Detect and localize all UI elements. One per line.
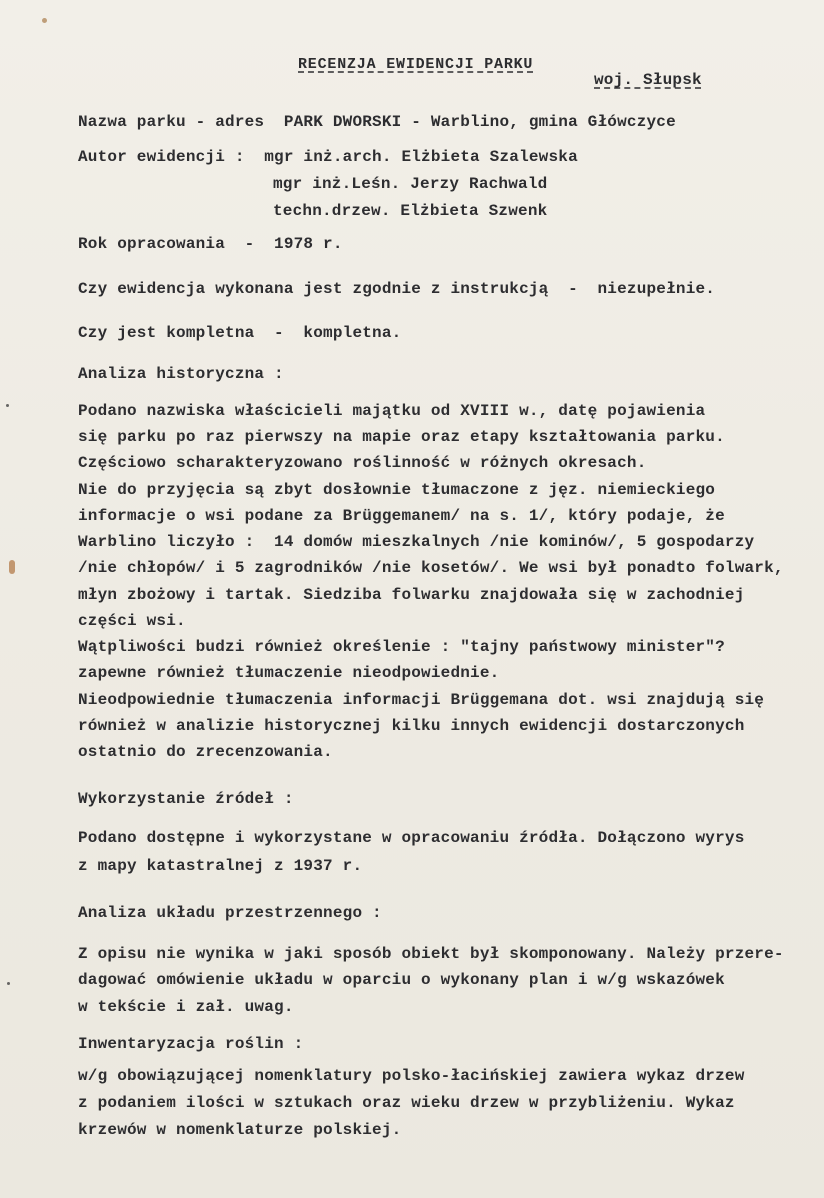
- paper-spot: [42, 18, 47, 23]
- sources-line-1: Podano dostępne i wykorzystane w opracowaniu źródła. Dołączono wyrys: [78, 829, 745, 847]
- historical-line-2: się parku po raz pierwszy na mapie oraz etapy kształtowania parku.: [78, 428, 725, 446]
- instruction-line: Czy ewidencja wykonana jest zgodnie z instrukcją - niezupełnie.: [78, 280, 716, 298]
- plants-line-3: krzewów w nomenklaturze polskiej.: [78, 1121, 402, 1139]
- historical-line-12: Nieodpowiednie tłumaczenia informacji Brüggemana dot. wsi znajdują się: [78, 691, 765, 709]
- plants-heading: Inwentaryzacja roślin :: [78, 1035, 304, 1053]
- park-name-line: Nazwa parku - adres PARK DWORSKI - Warblino, gmina Główczyce: [78, 113, 676, 131]
- historical-line-4: Nie do przyjęcia są zbyt dosłownie tłumaczone z jęz. niemieckiego: [78, 481, 716, 499]
- historical-line-11: zapewne również tłumaczenie nieodpowiednie.: [78, 664, 500, 682]
- review-title: RECENZJA EWIDENCJI PARKU: [298, 56, 534, 73]
- historical-line-8: młyn zbożowy i tartak. Siedziba folwarku znajdowała się w zachodniej: [78, 586, 745, 604]
- spatial-line-1: Z opisu nie wynika w jaki sposób obiekt był skomponowany. Należy przere-: [78, 945, 784, 963]
- sources-heading: Wykorzystanie źródeł :: [78, 790, 294, 808]
- historical-line-13: również w analizie historycznej kilku innych ewidencji dostarczonych: [78, 717, 745, 735]
- historical-heading: Analiza historyczna :: [78, 365, 284, 383]
- author-line-3: techn.drzew. Elżbieta Szwenk: [273, 202, 548, 220]
- spatial-line-3: w tekście i zał. uwag.: [78, 998, 294, 1016]
- complete-line: Czy jest kompletna - kompletna.: [78, 324, 402, 342]
- region-label: woj. Słupsk: [594, 71, 702, 89]
- historical-line-10: Wątpliwości budzi również określenie : "tajny państwowy minister"?: [78, 638, 725, 656]
- historical-line-7: /nie chłopów/ i 5 zagrodników /nie kosetów/. We wsi był ponadto folwark,: [78, 559, 784, 577]
- paper-spot: [7, 982, 10, 985]
- paper-spot: [6, 404, 9, 407]
- plants-line-1: w/g obowiązującej nomenklatury polsko-łacińskiej zawiera wykaz drzew: [78, 1067, 745, 1085]
- paper-spot: [9, 560, 15, 574]
- historical-line-9: części wsi.: [78, 612, 186, 630]
- sources-line-2: z mapy katastralnej z 1937 r.: [78, 857, 363, 875]
- author-line-2: mgr inż.Leśn. Jerzy Rachwald: [273, 175, 548, 193]
- year-line: Rok opracowania - 1978 r.: [78, 235, 343, 253]
- spatial-line-2: dagować omówienie układu w oparciu o wykonany plan i w/g wskazówek: [78, 971, 725, 989]
- historical-line-6: Warblino liczyło : 14 domów mieszkalnych /nie kominów/, 5 gospodarzy: [78, 533, 755, 551]
- historical-line-14: ostatnio do zrecenzowania.: [78, 743, 333, 761]
- historical-line-5: informacje o wsi podane za Brüggemanem/ na s. 1/, który podaje, że: [78, 507, 725, 525]
- historical-line-1: Podano nazwiska właścicieli majątku od XVIII w., datę pojawienia: [78, 402, 706, 420]
- spatial-heading: Analiza układu przestrzennego :: [78, 904, 382, 922]
- plants-line-2: z podaniem ilości w sztukach oraz wieku drzew w przybliżeniu. Wykaz: [78, 1094, 735, 1112]
- author-line-1: Autor ewidencji : mgr inż.arch. Elżbieta Szalewska: [78, 148, 578, 166]
- historical-line-3: Częściowo scharakteryzowano roślinność w różnych okresach.: [78, 454, 647, 472]
